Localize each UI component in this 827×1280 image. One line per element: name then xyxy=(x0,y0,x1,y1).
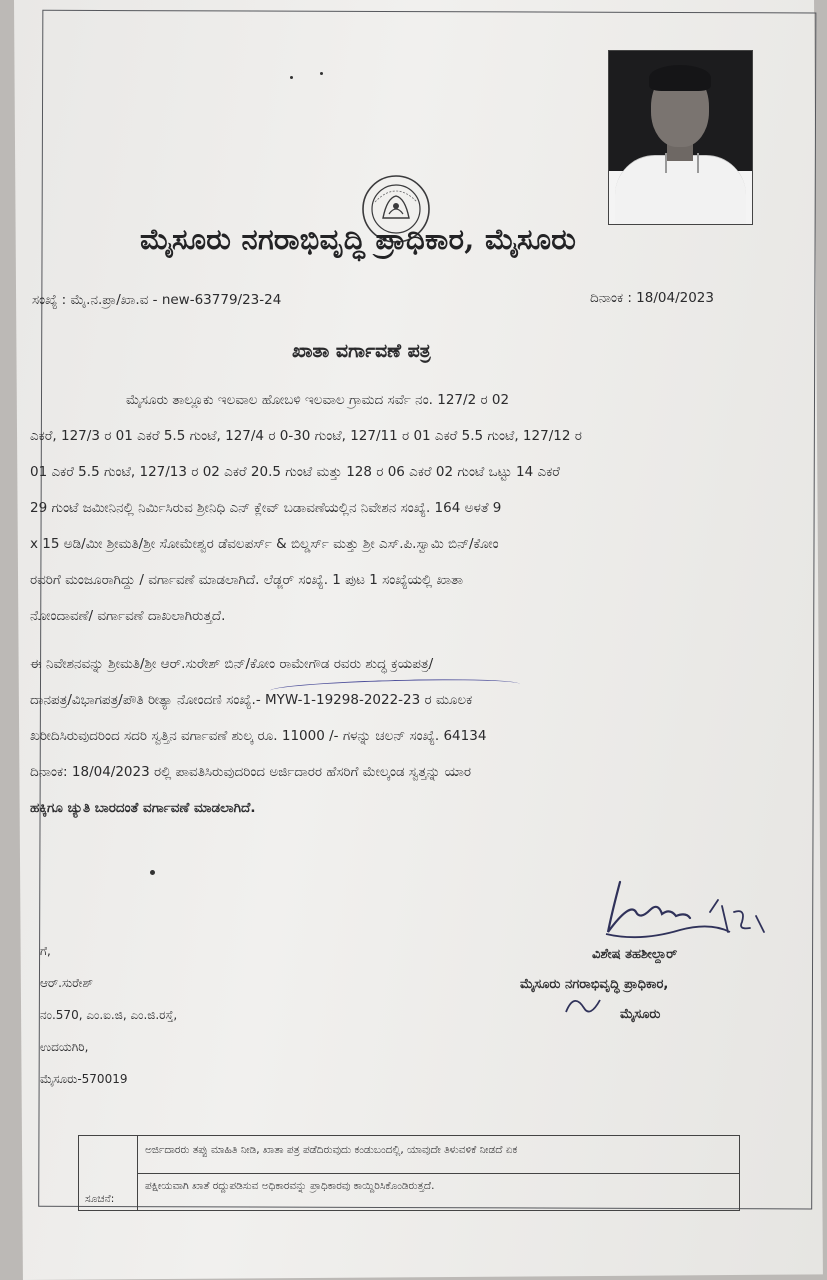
paragraph-transfer xyxy=(30,646,790,826)
handwritten-signature xyxy=(560,872,790,1032)
notice-label: ಸೂಚನೆ: xyxy=(85,1193,115,1205)
paragraph-line: ನೋಂದಾವಣೆ/ ವರ್ಗಾವಣೆ ದಾಖಲಾಗಿರುತ್ತದೆ. xyxy=(30,608,226,624)
paragraph-line: ದಾನಪತ್ರ/ವಿಭಾಗಪತ್ರ/ಪೌತಿ ರೀತ್ಯಾ ನೋಂದಣಿ ಸಂಖ್ಯೆ.- MYW-1-19298-2022-23 ರ ಮೂಲಕ xyxy=(30,692,473,708)
address-line: ಗೆ, xyxy=(40,944,51,958)
paragraph-line: x 15 ಅಡಿ/ಮೀ ಶ್ರೀಮತಿ/ಶ್ರೀ ಸೋಮೇಶ್ವರ ಡೆವಲಪರ್ಸ್ & ಬಿಲ್ಡರ್ಸ್ ಮತ್ತು ಶ್ರೀ ಎಸ್.ಪಿ.ಸ್ವಾಮಿ ಬಿನ್/ಕೋಂ xyxy=(30,536,499,552)
paragraph-line: ರವರಿಗೆ ಮಂಜೂರಾಗಿದ್ದು / ವರ್ಗಾವಣೆ ಮಾಡಲಾಗಿದೆ. ಲೆಡ್ಜರ್ ಸಂಖ್ಯೆ. 1 ಪುಟ 1 ಸಂಖ್ಯೆಯಲ್ಲಿ ಖಾತಾ xyxy=(30,572,463,588)
notice-label-cell xyxy=(79,1136,138,1210)
issue-date: ದಿನಾಂಕ : 18/04/2023 xyxy=(590,290,714,306)
reference-number: ಸಂಖ್ಯೆ : ಮೈ.ನ.ಪ್ರಾ/ಖಾ.ವ - new-63779/23-24 xyxy=(32,292,282,308)
ink-dot xyxy=(290,76,293,79)
paragraph-line: ಹಕ್ಕಿಗೂ ಚ್ಯುತಿ ಬಾರದಂತೆ ವರ್ಗಾವಣೆ ಮಾಡಲಾಗಿದೆ. xyxy=(30,800,256,816)
paragraph-line: 29 ಗುಂಟೆ ಜಮೀನಿನಲ್ಲಿ ನಿರ್ಮಿಸಿರುವ ಶ್ರೀನಿಧಿ ಎನ್ ಕ್ಲೇವ್ ಬಡಾವಣೆಯಲ್ಲಿನ ನಿವೇಶನ ಸಂಖ್ಯೆ. 164 ಅಳತೆ 9 xyxy=(30,500,502,516)
paragraph-line: ದಿನಾಂಕ: 18/04/2023 ರಲ್ಲಿ ಪಾವತಿಸಿರುವುದರಿಂದ ಅರ್ಜಿದಾರರ ಹೆಸರಿಗೆ ಮೇಲ್ಕಂಡ ಸ್ವತ್ತನ್ನು ಯಾರ xyxy=(30,764,471,780)
paragraph-line: 01 ಎಕರೆ 5.5 ಗುಂಟೆ, 127/13 ರ 02 ಎಕರೆ 20.5 ಗುಂಟೆ ಮತ್ತು 128 ರ 06 ಎಕರೆ 02 ಗುಂಟೆ ಒಟ್ಟು 14 ಎಕರೆ xyxy=(30,464,560,480)
notice-line: ಅರ್ಜಿದಾರರು ತಪ್ಪು ಮಾಹಿತಿ ನೀಡಿ, ಖಾತಾ ಪತ್ರ ಪಡೆದಿರುವುದು ಕಂಡುಬಂದಲ್ಲಿ, ಯಾವುದೇ ತಿಳುವಳಿಕೆ ನೀಡದೆ ಏಕ xyxy=(145,1144,518,1156)
notice-divider xyxy=(137,1173,739,1174)
address-line: ನಂ.570, ಎಂ.ಐ.ಜಿ, ಎಂ.ಜಿ.ರಸ್ತೆ, xyxy=(40,1008,178,1022)
authority-title: ಮೈಸೂರು ನಗರಾಭಿವೃದ್ಧಿ ಪ್ರಾಧಿಕಾರ, ಮೈಸೂರು xyxy=(140,222,577,256)
address-line: ಮೈಸೂರು-570019 xyxy=(40,1072,128,1086)
ink-dot xyxy=(320,72,323,75)
signatory-line: ವಿಶೇಷ ತಹಶೀಲ್ದಾರ್ xyxy=(592,947,678,962)
notice-box xyxy=(78,1135,740,1211)
document-subtitle: ಖಾತಾ ವರ್ಗಾವಣೆ ಪತ್ರ xyxy=(292,340,431,362)
paragraph-line: ಎಕರೆ, 127/3 ರ 01 ಎಕರೆ 5.5 ಗುಂಟೆ, 127/4 ರ 0-30 ಗುಂಟೆ, 127/11 ರ 01 ಎಕರೆ 5.5 ಗುಂಟೆ, 127/12 ರ xyxy=(30,428,582,444)
paragraph-allotment xyxy=(30,382,790,634)
signatory-line: ಮೈಸೂರು xyxy=(620,1007,661,1022)
paragraph-line: ಈ ನಿವೇಶನವನ್ನು ಶ್ರೀಮತಿ/ಶ್ರೀ ಆರ್.ಸುರೇಶ್ ಬಿನ್/ಕೋಂ ರಾಮೇಗೌಡ ರವರು ಶುದ್ಧ ಕ್ರಯಪತ್ರ/ xyxy=(30,656,434,672)
address-line: ಆರ್.ಸುರೇಶ್ xyxy=(40,976,93,990)
paragraph-line: ಮೈಸೂರು ತಾಲ್ಲೂಕು ಇಲವಾಲ ಹೋಬಳಿ ಇಲವಾಲ ಗ್ರಾಮದ ಸರ್ವೆ ನಂ. 127/2 ರ 02 xyxy=(126,392,510,408)
signatory-line: ಮೈಸೂರು ನಗರಾಭಿವೃದ್ಧಿ ಪ್ರಾಧಿಕಾರ, xyxy=(520,977,669,992)
address-line: ಉದಯಗಿರಿ, xyxy=(40,1040,89,1054)
recipient-address xyxy=(40,935,177,1095)
ink-dot xyxy=(150,870,155,875)
applicant-photo xyxy=(608,50,753,225)
notice-line: ಪಕ್ಷೀಯವಾಗಿ ಖಾತೆ ರದ್ದುಪಡಿಸುವ ಅಧಿಕಾರವನ್ನು ಪ್ರಾಧಿಕಾರವು ಕಾಯ್ದಿರಿಸಿಕೊಂಡಿರುತ್ತದೆ. xyxy=(145,1180,435,1192)
paragraph-line: ಖರೀದಿಸಿರುವುದರಿಂದ ಸದರಿ ಸ್ವತ್ತಿನ ವರ್ಗಾವಣೆ ಶುಲ್ಕ ರೂ. 11000 /- ಗಳನ್ನು ಚಲನ್ ಸಂಖ್ಯೆ. 64134 xyxy=(30,728,487,744)
